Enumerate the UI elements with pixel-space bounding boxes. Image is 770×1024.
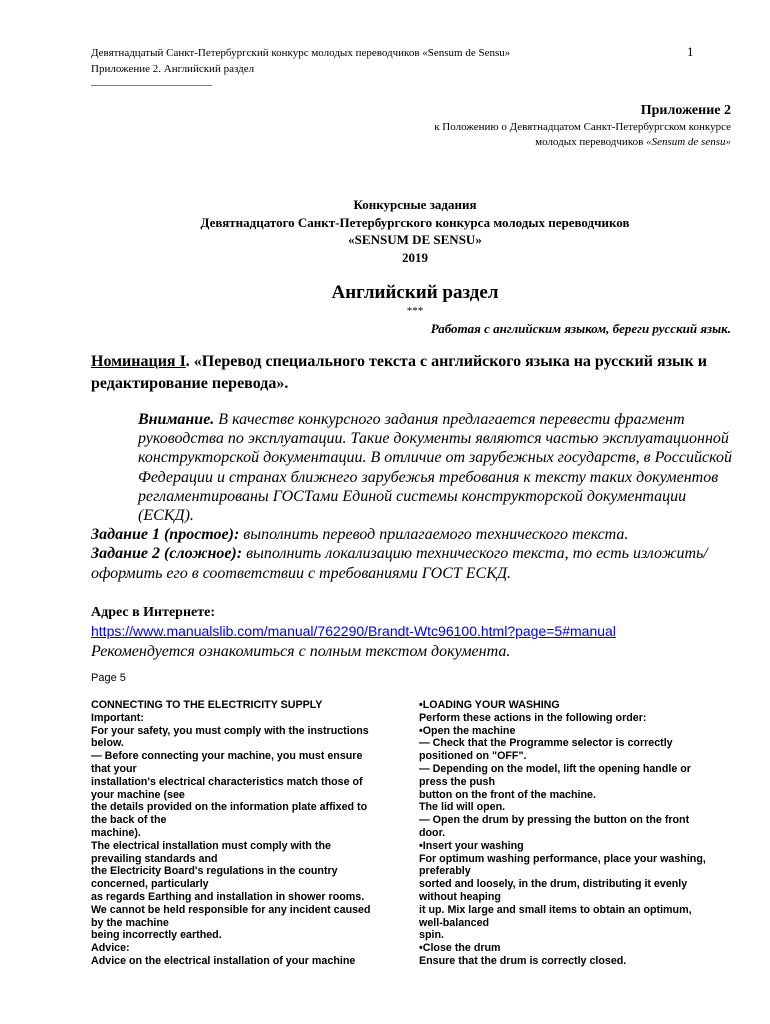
text-line: that your	[91, 762, 137, 775]
header-rule: ______________________	[91, 75, 212, 87]
header-line-2: Приложение 2. Английский раздел	[91, 63, 255, 75]
header-line-1: Девятнадцатый Санкт-Петербургский конкурс молодых переводчиков «Sensum de Sensu»	[91, 47, 511, 59]
text-line: it up. Mix large and small items to obtain an optimum,	[419, 903, 692, 916]
text-line: press the push	[419, 775, 496, 788]
nomination-heading	[91, 351, 741, 395]
appendix-title: Приложение 2	[640, 103, 731, 118]
appendix-line-2-italic: «Sensum de sensu»	[646, 136, 731, 148]
text-line: prevailing standards and	[91, 852, 218, 865]
text-line: your machine (see	[91, 788, 185, 801]
text-line: CONNECTING TO THE ELECTRICITY SUPPLY	[91, 699, 323, 711]
title-line: Девятнадцатого Санкт-Петербургского конкурса молодых переводчиков	[200, 214, 630, 230]
text-line: machine).	[91, 826, 141, 839]
section-title: Английский раздел	[331, 282, 499, 303]
running-header	[91, 45, 510, 86]
text-line: We cannot be held responsible for any incident caused	[91, 903, 371, 916]
section-motto: Работая с английским языком, береги русский язык.	[430, 321, 731, 336]
text-line: •Insert your washing	[419, 839, 524, 852]
text-line: without heaping	[419, 890, 501, 903]
page-number: 1	[687, 44, 694, 59]
text-line: The electrical installation must comply with the	[91, 839, 331, 852]
text-line: as regards Earthing and installation in shower rooms.	[91, 890, 365, 903]
text-line: Perform these actions in the following order:	[419, 711, 647, 724]
text-line: Ensure that the drum is correctly closed.	[419, 954, 627, 967]
text-line: — Before connecting your machine, you must ensure	[91, 750, 363, 763]
address-note: Рекомендуется ознакомиться с полным текстом документа.	[91, 643, 511, 660]
address-block	[91, 603, 751, 661]
title-line: 2019	[402, 249, 428, 265]
text-line: being incorrectly earthed.	[91, 929, 222, 942]
text-line: — Depending on the model, lift the opening handle or	[419, 762, 691, 775]
task-2	[91, 544, 743, 582]
text-line: Advice:	[91, 942, 130, 955]
title-line: Конкурсные задания	[353, 197, 477, 212]
task-1	[91, 525, 743, 544]
section-stars: ***	[406, 305, 424, 317]
text-line: For optimum washing performance, place your washing,	[419, 852, 706, 865]
left-column	[91, 699, 391, 968]
attention-paragraph	[91, 410, 743, 525]
address-label: Адрес в Интернете:	[91, 605, 216, 620]
attention-lead: Внимание.	[138, 411, 215, 428]
text-line: •Close the drum	[419, 942, 501, 955]
text-line: door.	[419, 826, 446, 839]
title-line: «SENSUM DE SENSU»	[348, 232, 482, 247]
task-2-text: выполнить локализацию технического текста, то есть изложить/оформить его в соответствии с требованиями ГОСТ ЕСКД.	[91, 545, 708, 582]
appendix-block	[434, 102, 731, 150]
appendix-line-2	[434, 135, 731, 150]
text-line: •LOADING YOUR WASHING	[419, 699, 560, 711]
text-line: well-balanced	[419, 916, 490, 929]
nomination-text: . «Перевод специального текста с английского языка на русский язык и редактирование перевода».	[91, 353, 707, 392]
text-line: below.	[91, 737, 124, 750]
text-line: button on the front of the machine.	[419, 788, 596, 801]
text-line: concerned, particularly	[91, 878, 209, 891]
text-line: The lid will open.	[419, 801, 506, 814]
attention-text: В качестве конкурсного задания предлагается перевести фрагмент руководства по эксплуатации. Такие документы являются частью эксплуатационной конструкторской документации. В отличие от зарубежных государств, в Российской Федерации и странах ближнего зарубежья требования к тексту таких документов регламентированы ГОСТами Единой системы конструкторской документации (ЕСКД).	[138, 411, 732, 525]
text-line: the details provided on the information plate affixed to	[91, 801, 368, 814]
appendix-line-1: к Положению о Девятнадцатом Санкт-Петербургском конкурсе	[434, 121, 731, 133]
text-line: spin.	[419, 929, 444, 942]
text-line: sorted and loosely, in the drum, distributing it evenly	[419, 878, 688, 891]
text-line: by the machine	[91, 916, 169, 929]
instructions	[91, 410, 743, 583]
title-block	[0, 196, 770, 266]
text-line: — Check that the Programme selector is correctly	[419, 737, 673, 750]
text-line: the back of the	[91, 814, 167, 827]
text-line: Advice on the electrical installation of your machine	[91, 954, 356, 967]
text-line: — Open the drum by pressing the button on the front	[419, 814, 690, 827]
task-1-text: выполнить перевод прилагаемого технического текста.	[239, 526, 629, 544]
text-line: Important:	[91, 711, 144, 724]
text-line: •Open the machine	[419, 724, 516, 737]
appendix-line-2-plain: молодых переводчиков	[535, 136, 647, 148]
text-line: the Electricity Board's regulations in the country	[91, 865, 338, 878]
text-line: For your safety, you must comply with the instructions	[91, 724, 369, 737]
text-line: positioned on "OFF".	[419, 750, 527, 763]
text-line: preferably	[419, 865, 471, 878]
task-1-label: Задание 1 (простое):	[91, 526, 240, 544]
task-2-label: Задание 2 (сложное):	[91, 545, 243, 563]
text-line: installation's electrical characteristics match those of	[91, 775, 363, 788]
manual-link[interactable]: https://www.manualslib.com/manual/762290/Brandt-Wtc96100.html?page=5#manual	[91, 623, 616, 639]
nomination-label: Номинация I	[91, 353, 186, 370]
right-column	[419, 699, 719, 968]
source-page-label: Page 5	[91, 672, 126, 684]
